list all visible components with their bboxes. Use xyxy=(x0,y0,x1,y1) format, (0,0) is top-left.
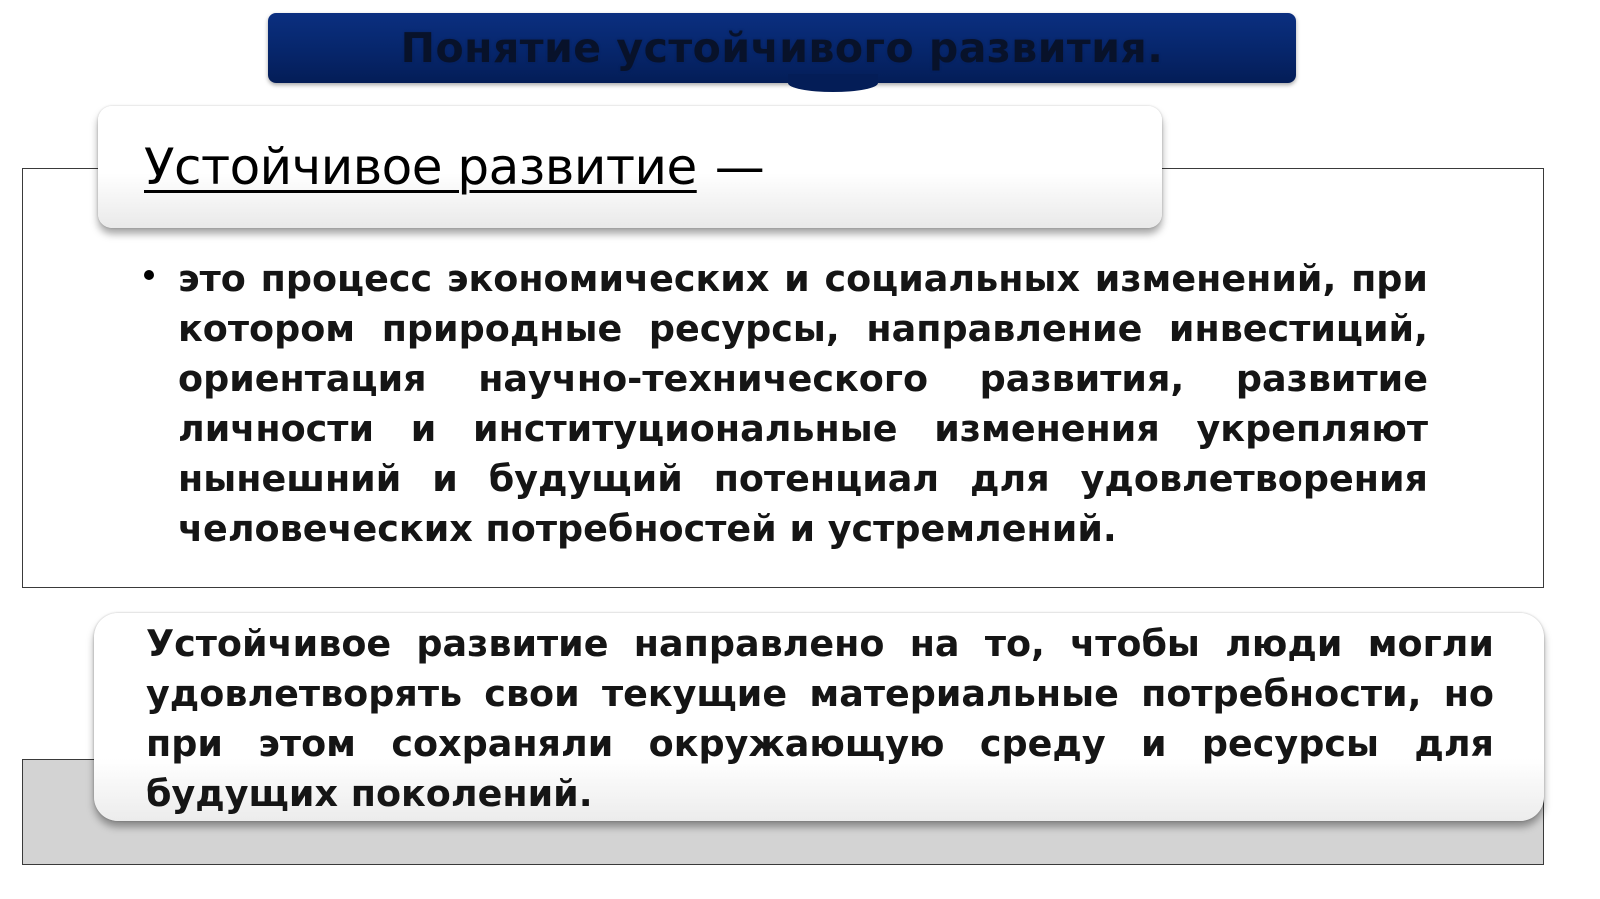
term-card xyxy=(98,106,1162,228)
bullet-icon xyxy=(144,270,154,280)
note-text: Устойчивое развитие направлено на то, чтобы люди могли удовлетворять свои текущие материальные потребности, но при этом сохраняли окружающую среду и ресурсы для будущих поколений. xyxy=(146,622,1494,815)
term-word: Устойчивое развитие xyxy=(144,138,697,196)
slide-title: Понятие устойчивого развития. xyxy=(400,24,1164,72)
list-item xyxy=(138,254,1428,554)
title-banner xyxy=(268,13,1296,83)
definition-text: это процесс экономических и социальных изменений, при котором природные ресурсы, направление инвестиций, ориентация научно-технического развития, развитие личности и институциональные изменения укрепляют нынешний и будущий потенциал для удовлетворения человеческих потребностей и устремлений. xyxy=(178,257,1428,550)
term-heading xyxy=(144,138,764,196)
definition-list xyxy=(138,254,1428,554)
note-card xyxy=(94,613,1544,821)
term-dash: — xyxy=(714,138,765,196)
